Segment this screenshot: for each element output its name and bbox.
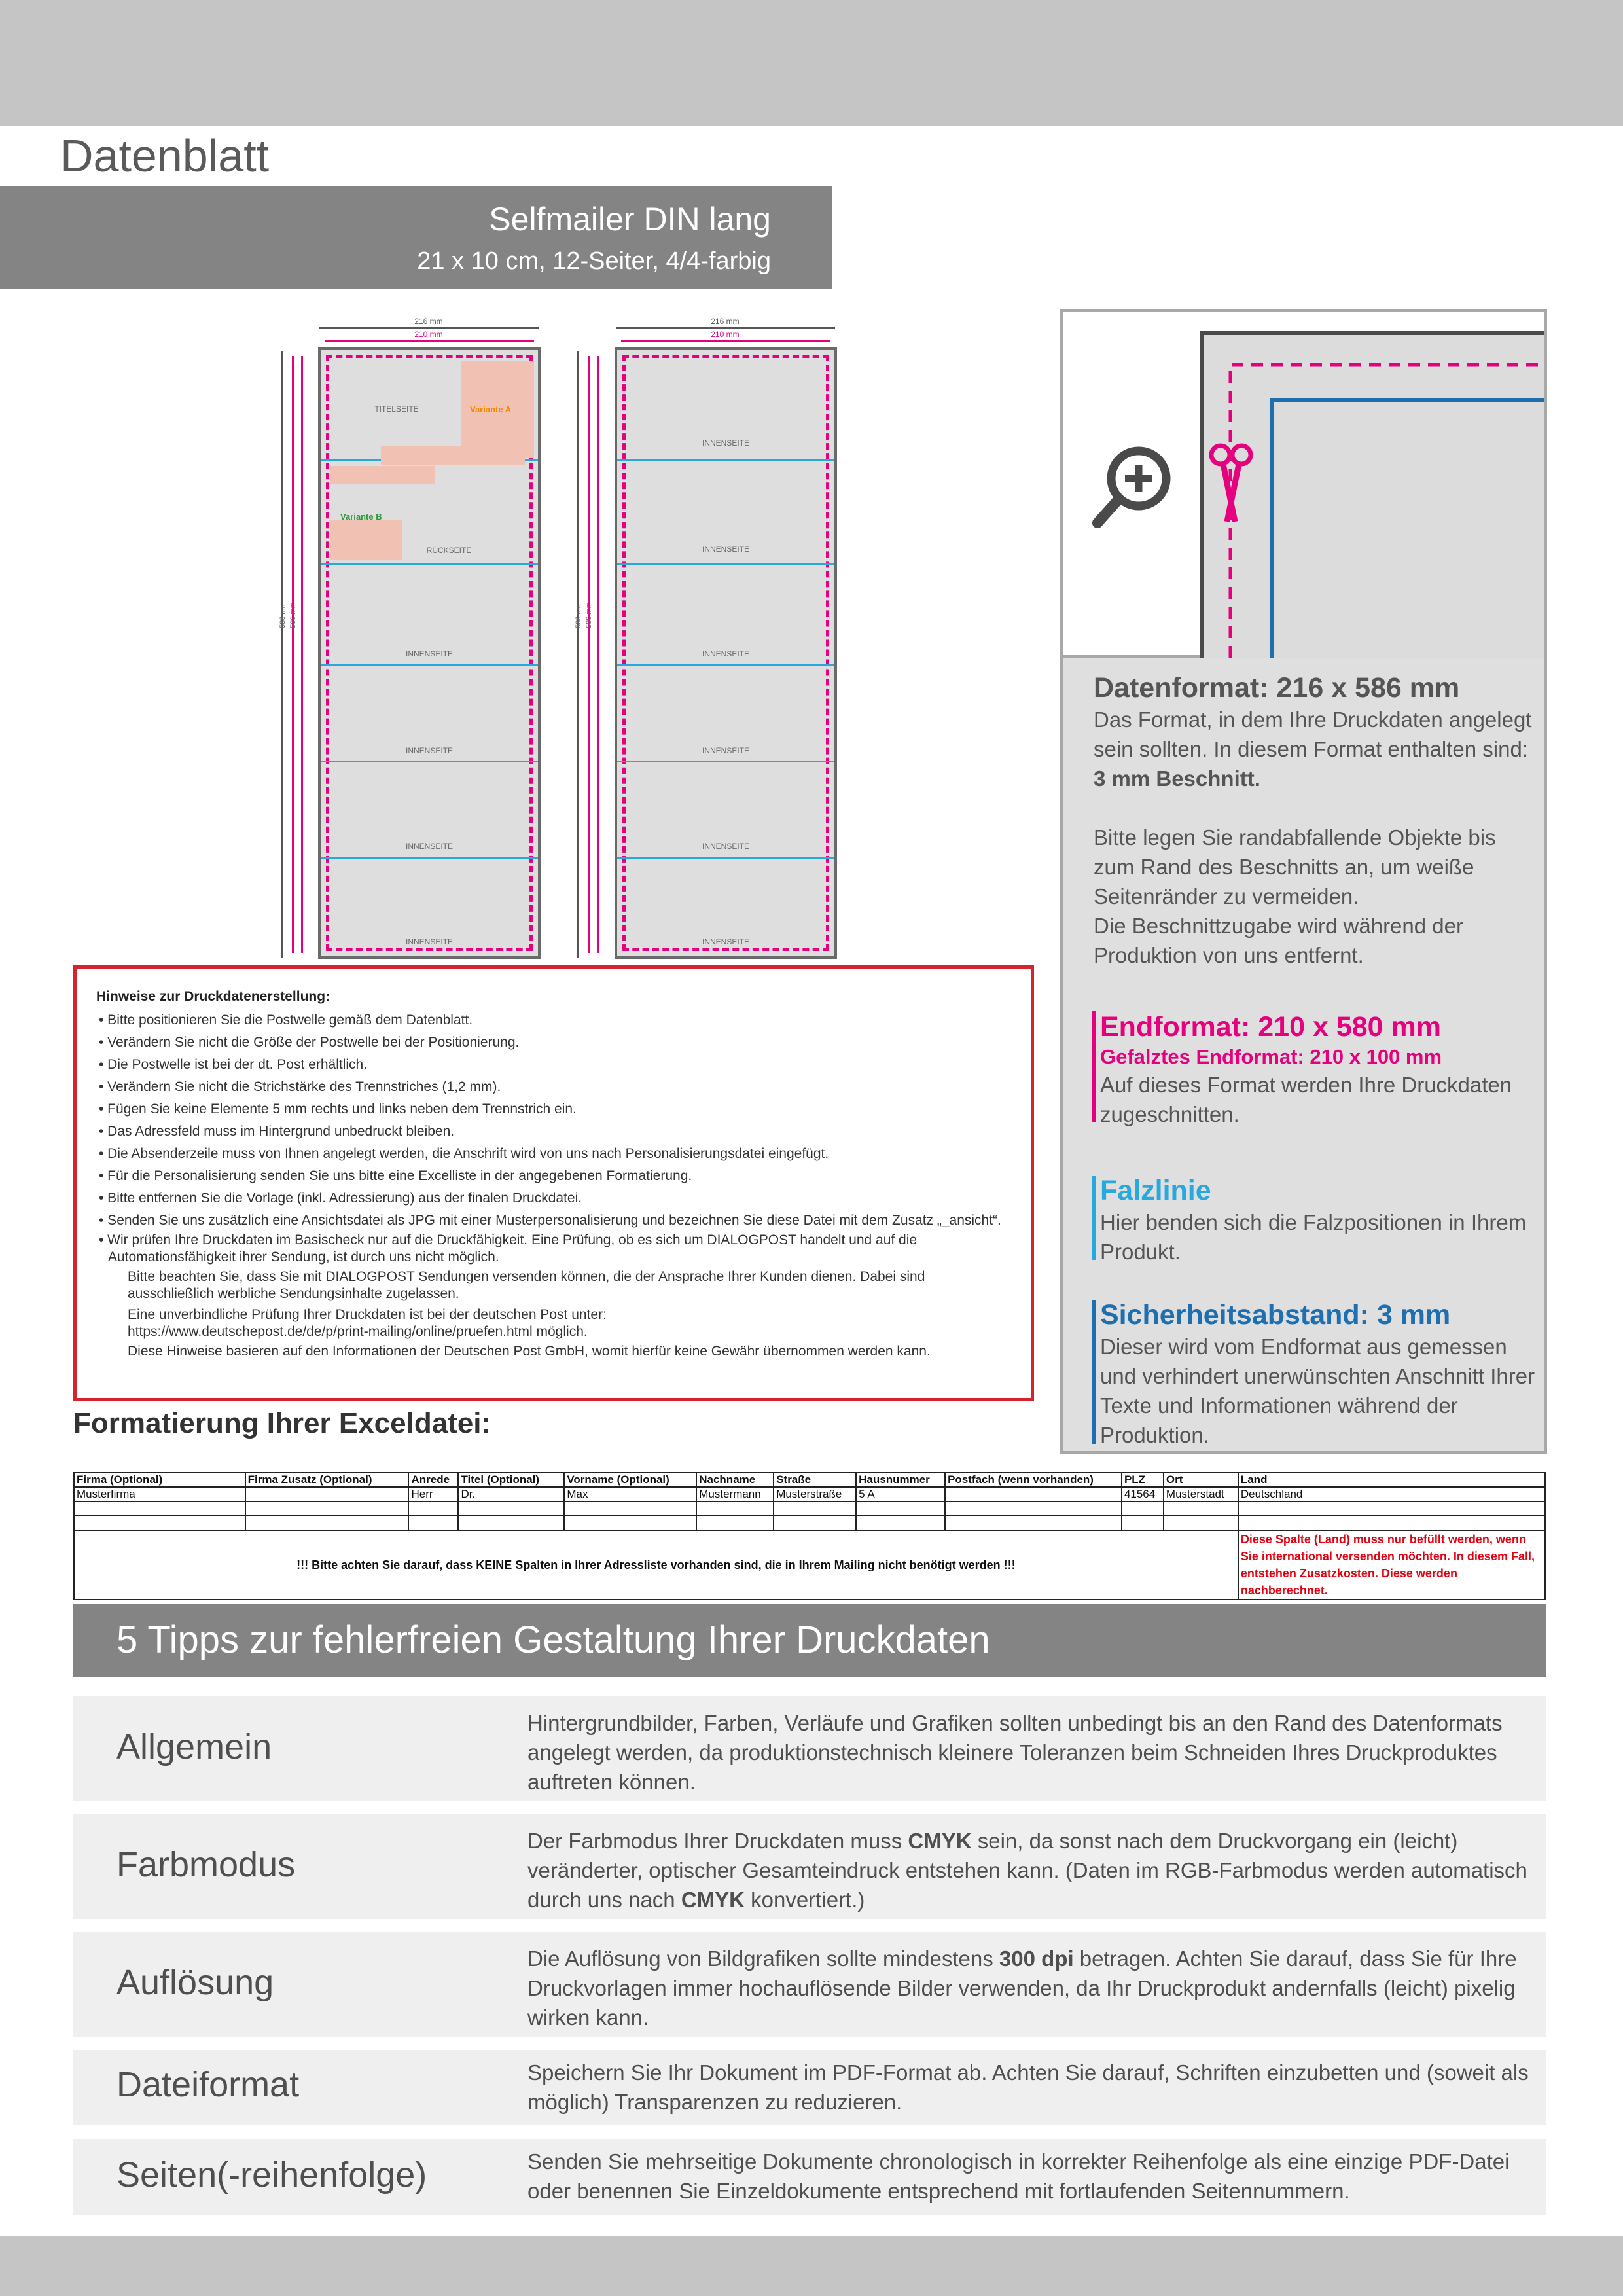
falz-title: Falzlinie [1100, 1175, 1211, 1206]
panel-label-rueckseite: RÜCKSEITE [426, 546, 472, 555]
hinweise-item: • Für die Personalisierung senden Sie uns bitte eine Excelliste in der angegebenen Formatierung. [99, 1168, 692, 1183]
hinweise-para: Bitte beachten Sie, dass Sie mit DIALOGPOST Sendungen versenden können, die der Ansprache Ihrer Kunden dienen. Dabei sind ausschließlich werbliche Sendungsinhalte zugelassen. [128, 1269, 925, 1301]
excel-header-cell: PLZ [1122, 1473, 1164, 1487]
excel-cell: Deutschland [1238, 1487, 1545, 1501]
fold-line [617, 563, 834, 565]
tips-heading: 5 Tipps zur fehlerfreien Gestaltung Ihrer Druckdaten [73, 1604, 1546, 1677]
page-title: Datenblatt [0, 126, 326, 186]
excel-empty-row [74, 1501, 1545, 1516]
panel-label-innenseite: INNENSEITE [702, 746, 749, 755]
excel-cell: Musterstadt [1164, 1487, 1238, 1501]
hinweise-item: • Verändern Sie nicht die Größe der Postwelle bei der Positionierung. [99, 1035, 520, 1050]
panel-label-innenseite: INNENSEITE [702, 842, 749, 851]
excel-header-cell: Firma Zusatz (Optional) [245, 1473, 409, 1487]
endformat-sub: Gefalztes Endformat: 210 x 100 mm [1100, 1045, 1442, 1068]
address-strip-b [330, 466, 435, 484]
fold-line [617, 664, 834, 666]
panel-label-innenseite: INNENSEITE [702, 649, 749, 658]
excel-cell: 41564 [1122, 1487, 1164, 1501]
fold-line [321, 563, 538, 565]
hinweise-item: • Senden Sie uns zusätzlich eine Ansichtsdatei als JPG mit einer Musterpersonalisierung und bezeichnen Sie diese Datei mit dem Zusatz „_ansicht“. [99, 1213, 1001, 1228]
excel-red-note: Diese Spalte (Land) muss nur befüllt werden, wenn Sie international versenden möchten. In diesem Fall, entstehen Zusatzkosten. Diese werden nachberechnet. [1238, 1530, 1545, 1600]
tip-key: Seiten(-reihenfolge) [116, 2155, 427, 2195]
excel-table [73, 1472, 1546, 1600]
fold-line [617, 761, 834, 762]
excel-note: !!! Bitte achten Sie darauf, dass KEINE Spalten in Ihrer Adressliste vorhanden sind, die in Ihrem Mailing nicht benötigt werden !!! [74, 1530, 1238, 1600]
side-dim-line-outer [577, 351, 579, 958]
hinweise-item: • Bitte positionieren Sie die Postwelle gemäß dem Datenblatt. [99, 1013, 473, 1028]
side-label-580: 580 mm [585, 602, 593, 628]
excel-cell: Mustermann [696, 1487, 774, 1501]
excel-note-row [74, 1530, 1545, 1600]
dim-outer-line [616, 327, 835, 329]
tip-row [73, 2139, 1546, 2215]
tip-text: Senden Sie mehrseitige Dokumente chronologisch in korrekter Reihenfolge als eine einzige PDF-Datei oder benennen Sie Einzeldokumente entsprechend mit fortlaufenden Seitennummern. [527, 2149, 1510, 2203]
excel-cell: Musterfirma [74, 1487, 245, 1501]
sicher-title: Sicherheitsabstand: 3 mm [1100, 1299, 1451, 1331]
sicher-bar [1092, 1300, 1096, 1444]
product-header [0, 186, 832, 289]
tip-text: Hintergrundbilder, Farben, Verläufe und Grafiken sollten unbedingt bis an den Rand des Datenformats angelegt werden, da produktionstechnisch kleinere Toleranzen beim Schneiden Ihres Druckproduktes auftreten können. [527, 1711, 1503, 1794]
excel-header-cell: Straße [774, 1473, 856, 1487]
bottom-band [0, 2236, 1623, 2296]
sicher-text: Dieser wird vom Endformat aus gemessen und verhindert unerwünschten Anschnitt Ihrer Texte und Informationen während der Produktion. [1100, 1335, 1535, 1447]
excel-empty-row [74, 1516, 1545, 1530]
tip-key: Allgemein [116, 1727, 272, 1767]
dim-inner-line [621, 340, 830, 342]
falz-section [1100, 1174, 1545, 1266]
panel-label-innenseite: INNENSEITE [405, 746, 453, 755]
datenformat-title: Datenformat: 216 x 586 mm [1094, 672, 1460, 704]
fold-line [321, 761, 538, 762]
hinweise-para: Diese Hinweise basieren auf den Informationen der Deutschen Post GmbH, womit hierfür keine Gewähr übernommen werden kann. [128, 1344, 931, 1359]
sicher-section [1100, 1298, 1545, 1450]
tip-key: Farbmodus [116, 1845, 296, 1884]
hinweise-title: Hinweise zur Druckdatenerstellung: [96, 989, 330, 1004]
bleed-text-1: Bitte legen Sie randabfallende Objekte bis zum Rand des Beschnitts an, um weiße Seitenränder zu vermeiden. [1094, 825, 1496, 908]
panel-label-titelseite: TITELSEITE [374, 404, 419, 414]
excel-cell: 5 A [856, 1487, 945, 1501]
excel-header-cell: Ort [1164, 1473, 1238, 1487]
dim-outer-line [319, 327, 539, 329]
tip-row [73, 1696, 1546, 1801]
datenformat-section [1094, 671, 1539, 970]
side-label-586: 586 mm [575, 602, 582, 628]
excel-header-cell: Postfach (wenn vorhanden) [945, 1473, 1122, 1487]
tip-row [73, 1932, 1546, 2037]
excel-cell [945, 1487, 1122, 1501]
address-strip [381, 446, 525, 465]
hinweise-box [73, 965, 1034, 1401]
excel-data-row [74, 1487, 1545, 1501]
zoom-preview [1063, 312, 1544, 658]
side-dim-line-outer [281, 351, 283, 958]
bleed-text-2: Die Beschnittzugabe wird während der Produktion von uns entfernt. [1094, 914, 1463, 967]
hinweise-item: • Wir prüfen Ihre Druckdaten im Basischeck nur auf die Druckfähigkeit. Eine Prüfung, ob es sich um DIALOGPOST handelt und auf die Automationsfähigkeit ihrer Sendung, ist durch uns nicht möglich. [99, 1232, 918, 1265]
fold-line [321, 664, 538, 666]
panel-label-innenseite: INNENSEITE [405, 649, 453, 658]
hinweise-para: Eine unverbindliche Prüfung Ihrer Druckdaten ist bei der deutschen Post unter: [128, 1307, 607, 1322]
excel-header-cell: Land [1238, 1473, 1545, 1487]
info-box [1060, 309, 1547, 1454]
tip-row [73, 2050, 1546, 2125]
side-dim-line-inner [292, 356, 294, 953]
tip-text: Die Auflösung von Bildgrafiken sollte mindestens 300 dpi betragen. Achten Sie darauf, dass Sie für Ihre Druckvorlagen immer hochauflösende Bilder verwenden, da Ihr Druckprodukt andernfalls (leicht) pixelig wirken kann. [527, 1946, 1517, 2030]
template-outside [318, 347, 541, 959]
tip-key: Dateiformat [116, 2065, 300, 2104]
excel-header-cell: Vorname (Optional) [564, 1473, 696, 1487]
side-label-586: 586 mm [279, 602, 287, 628]
tip-row [73, 1814, 1546, 1919]
panel-label-innenseite: INNENSEITE [405, 937, 453, 946]
excel-header-row [74, 1473, 1545, 1487]
endformat-text: Auf dieses Format werden Ihre Druckdaten zugeschnitten. [1100, 1073, 1512, 1126]
panel-label-innenseite: INNENSEITE [702, 545, 749, 554]
excel-cell: Dr. [458, 1487, 564, 1501]
falz-text: Hier benden sich die Falzpositionen in Ihrem Produkt. [1100, 1210, 1527, 1264]
hinweise-item: • Die Absenderzeile muss von Ihnen angelegt werden, die Anschrift wird von uns nach Personalisierungsdatei eingefügt. [99, 1146, 829, 1161]
dim-inner-label: 210 mm [711, 330, 740, 339]
side-dim-line-panels [301, 356, 303, 953]
side-label-580: 580 mm [289, 602, 297, 628]
tip-text: Speichern Sie Ihr Dokument im PDF-Format ab. Achten Sie darauf, Schriften einzubetten und (soweit als möglich) Transparenzen zu reduzieren. [527, 2060, 1529, 2114]
excel-title: Formatierung Ihrer Exceldatei: [73, 1407, 491, 1439]
excel-cell: Max [564, 1487, 696, 1501]
variante-b-label: Variante B [340, 512, 382, 522]
corner-detail-graphic [1063, 312, 1544, 658]
fold-line [321, 857, 538, 859]
dim-outer-label: 216 mm [711, 317, 740, 326]
panel-label-innenseite: INNENSEITE [702, 937, 749, 946]
top-band [0, 0, 1623, 126]
panel-label-innenseite: INNENSEITE [702, 439, 749, 448]
excel-header-cell: Titel (Optional) [458, 1473, 564, 1487]
excel-cell [245, 1487, 409, 1501]
endformat-section [1100, 1010, 1545, 1129]
datenformat-text: Das Format, in dem Ihre Druckdaten angelegt sein sollten. In diesem Format enthalten sind: [1094, 708, 1532, 761]
hinweise-item: • Bitte entfernen Sie die Vorlage (inkl. Adressierung) aus der finalen Druckdatei. [99, 1191, 582, 1206]
magnifier-icon [1097, 451, 1166, 523]
variante-a-label: Variante A [470, 404, 512, 414]
endformat-title: Endformat: 210 x 580 mm [1100, 1011, 1441, 1043]
hinweise-item: • Die Postwelle ist bei der dt. Post erhältlich. [99, 1057, 368, 1072]
dim-outer-label: 216 mm [414, 317, 443, 326]
product-specs: 21 x 10 cm, 12-Seiter, 4/4-farbig [417, 247, 771, 275]
excel-cell: Musterstraße [774, 1487, 856, 1501]
excel-header-cell: Nachname [696, 1473, 774, 1487]
template-inside [615, 347, 837, 959]
hinweise-link[interactable]: https://www.deutschepost.de/de/p/print-mailing/online/pruefen.html möglich. [128, 1324, 588, 1339]
fold-line [617, 459, 834, 461]
endformat-bar [1092, 1011, 1096, 1122]
panel-label-innenseite: INNENSEITE [405, 842, 453, 851]
datenformat-bold: 3 mm Beschnitt. [1094, 766, 1260, 791]
hinweise-item: • Verändern Sie nicht die Strichstärke des Trennstriches (1,2 mm). [99, 1079, 501, 1094]
falz-bar [1092, 1176, 1096, 1260]
dim-inner-label: 210 mm [414, 330, 443, 339]
product-name: Selfmailer DIN lang [489, 201, 771, 238]
hinweise-item: • Das Adressfeld muss im Hintergrund unbedruckt bleiben. [99, 1124, 455, 1139]
dim-inner-line [325, 340, 534, 342]
hinweise-item: • Fügen Sie keine Elemente 5 mm rechts und links neben dem Trennstrich ein. [99, 1102, 577, 1117]
excel-header-cell: Firma (Optional) [74, 1473, 245, 1487]
excel-cell: Herr [408, 1487, 458, 1501]
fold-line [617, 857, 834, 859]
side-dim-line-panels [597, 356, 599, 953]
excel-header-cell: Hausnummer [856, 1473, 945, 1487]
tip-key: Auflösung [116, 1963, 274, 2002]
side-dim-line-inner [588, 356, 590, 953]
excel-header-cell: Anrede [408, 1473, 458, 1487]
tip-text: Der Farbmodus Ihrer Druckdaten muss CMYK sein, da sonst nach dem Druckvorgang ein (leicht) veränderter, optischer Gesamteindruck entstehen kann. (Daten im RGB-Farbmodus werden automatisch durch uns nach CMYK konvertiert.) [527, 1829, 1527, 1912]
